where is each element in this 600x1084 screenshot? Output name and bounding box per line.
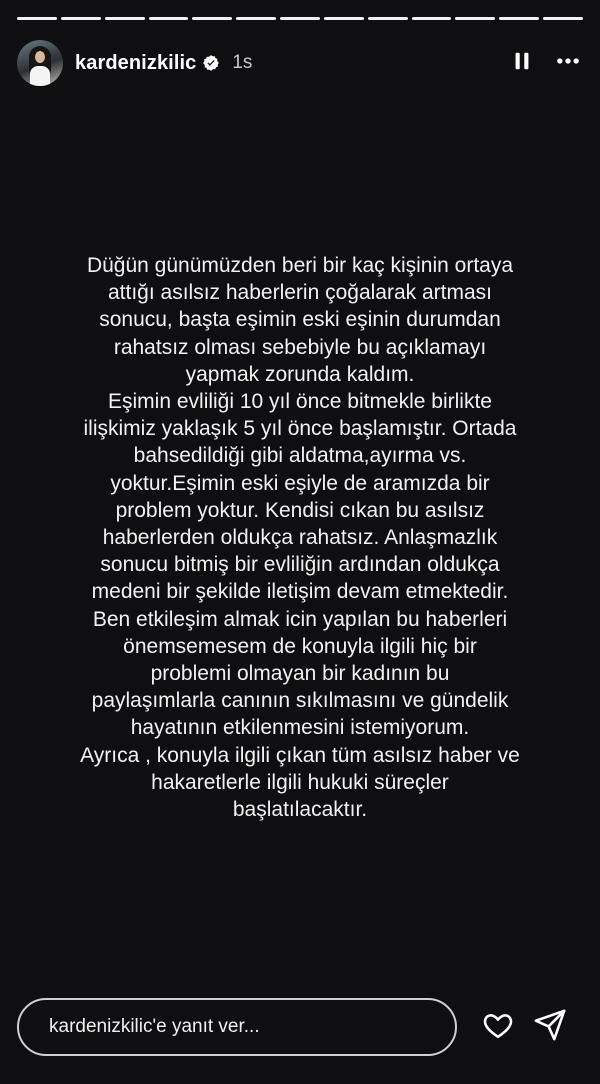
story-progress-segment	[368, 17, 408, 20]
story-progress-segment	[499, 17, 539, 20]
post-time: 1s	[232, 52, 253, 73]
like-button[interactable]	[481, 1010, 515, 1044]
pause-icon	[511, 50, 533, 77]
reply-field[interactable]	[17, 998, 457, 1056]
more-options-button[interactable]	[551, 46, 585, 80]
story-progress-segment	[455, 17, 495, 20]
story-progress-segment	[105, 17, 145, 20]
story-progress-segment	[192, 17, 232, 20]
verified-badge-icon	[202, 54, 220, 72]
story-progress-segment	[17, 17, 57, 20]
pause-button[interactable]	[505, 46, 539, 80]
story-progress-segment	[324, 17, 364, 20]
reply-bar	[17, 996, 583, 1058]
avatar-face	[35, 51, 45, 63]
story-progress-segment	[236, 17, 276, 20]
heart-icon	[481, 1008, 515, 1047]
story-progress-segment	[412, 17, 452, 20]
story-header	[17, 40, 583, 86]
story-progress-segment	[280, 17, 320, 20]
story-text: Düğün günümüzden beri bir kaç kişinin ortaya attığı asılsız haberlerin çoğalarak artması sonucu, başta eşimin eski eşinin durumdan rahatsız olması sebebiyle bu açıklamayı yapmak zorunda kaldım. Eşimin evliliği 10 yıl önce bitmekle birlikte ilişkimiz yaklaşık 5 yıl önce başlamıştır. Ortada bahsedildiği gibi aldatma,ayırma vs. yoktur.Eşimin eski eşiyle de aramızda bir problem yoktur. Kendisi cıkan bu asılsız haberlerden oldukça rahatsız. Anlaşmazlık sonucu bitmiş bir evliliğin ardından oldukça medeni bir şekilde iletişim devam etmektedir. Ben etkileşim almak icin yapılan bu haberleri önemsemesem de konuyla ilgili hiç bir problemi olmayan bir kadının bu paylaşımlarla canının sıkılmasını ve gündelik hayatının etkilenmesini istemiyorum. Ayrıca , konuyla ilgili çıkan tüm asılsız haber ve hakaretlerle ilgili hukuki süreçler başlatılacaktır.	[80, 254, 520, 822]
story-progress-bar	[17, 17, 583, 20]
avatar[interactable]	[17, 40, 63, 86]
footer-actions	[481, 1010, 567, 1044]
reply-input[interactable]	[47, 1015, 455, 1039]
avatar-body	[30, 66, 50, 86]
story-progress-segment	[543, 17, 583, 20]
story-progress-segment	[149, 17, 189, 20]
more-icon	[554, 47, 582, 80]
send-button[interactable]	[533, 1010, 567, 1044]
username[interactable]: kardenizkilic	[75, 51, 197, 74]
send-icon	[533, 1008, 567, 1047]
story-progress-segment	[61, 17, 101, 20]
